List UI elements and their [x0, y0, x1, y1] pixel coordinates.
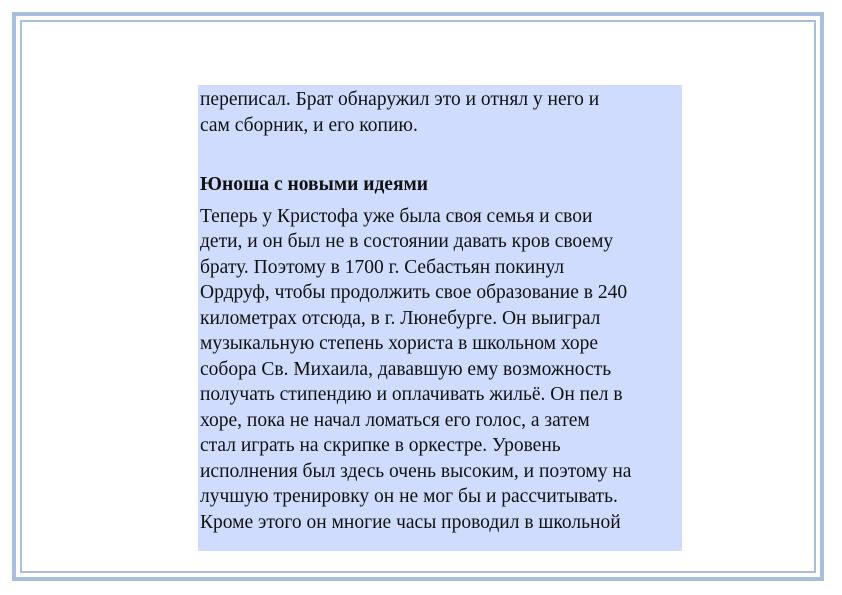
text-line: сам сборник, и его копию.: [200, 114, 418, 136]
text-line: получать стипендию и оплачивать жильё. Он пел в: [200, 384, 623, 405]
text-line: километрах отсюда, в г. Люнебурге. Он выиграл: [200, 307, 601, 329]
text-line: собора Св. Михаила, дававшую ему возможность: [200, 358, 612, 380]
text-line: Теперь у Кристофа уже была своя семья и свои: [200, 205, 593, 227]
text-line: переписал. Брат обнаружил это и отнял у него и: [200, 89, 600, 110]
text-line: Ордруф, чтобы продолжить свое образование в 240: [200, 282, 628, 303]
body-paragraph: [200, 204, 680, 536]
text-line: брату. Поэтому в 1700 г. Себастьян покинул: [200, 256, 565, 278]
text-line: стал играть на скрипке в оркестре. Уровень: [200, 435, 561, 456]
text-box: [198, 85, 682, 551]
text-line: дети, и он был не в состоянии давать кров своему: [200, 231, 614, 252]
text-line: хоре, пока не начал ломаться его голос, а затем: [200, 409, 590, 431]
intro-paragraph: [200, 87, 680, 138]
section-heading: Юноша с новыми идеями: [200, 174, 429, 195]
text-line: Кроме этого он многие часы проводил в школьной: [200, 511, 621, 533]
text-line: лучшую тренировку он не мог бы и рассчитывать.: [200, 486, 618, 507]
text-line: музыкальную степень хориста в школьном хоре: [200, 333, 599, 354]
text-line: исполнения был здесь очень высоким, и поэтому на: [200, 460, 632, 482]
